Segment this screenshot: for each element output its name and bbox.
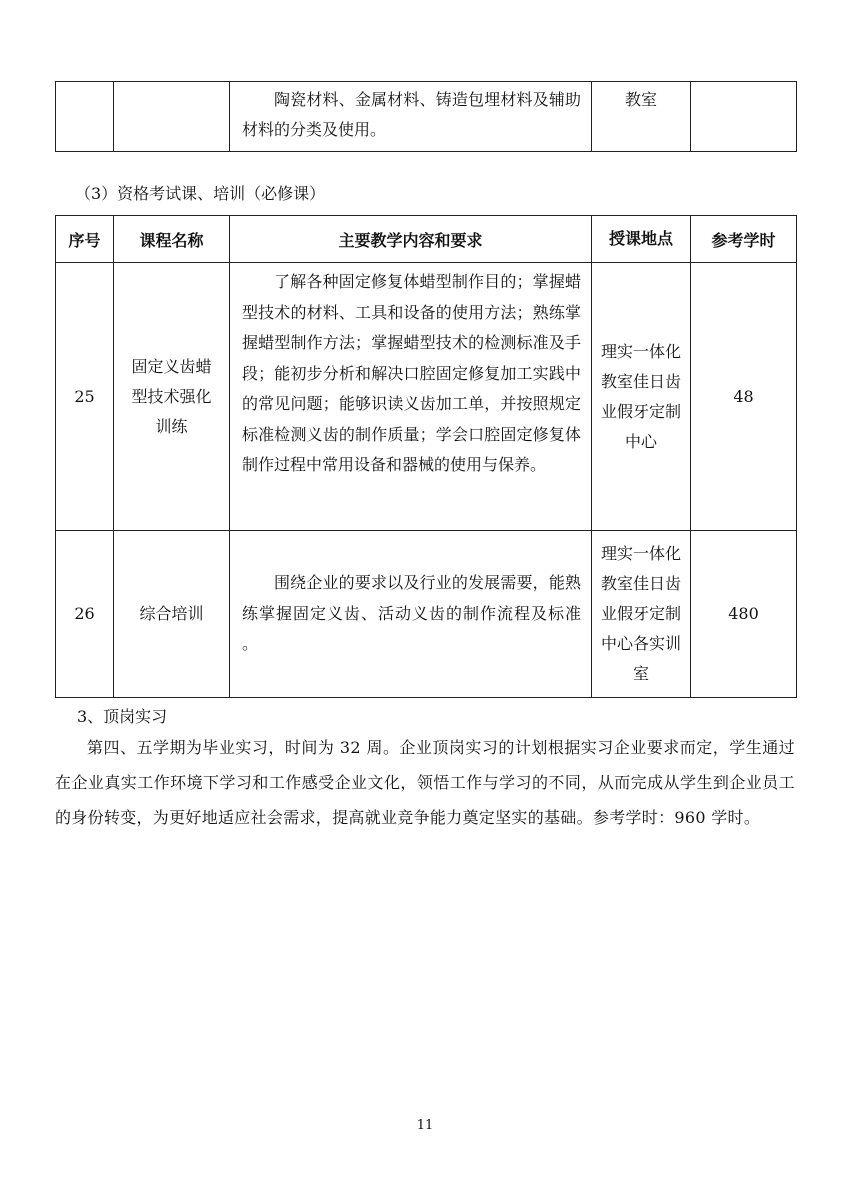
course-content-cell: 陶瓷材料、金属材料、铸造包埋材料及辅助材料的分类及使用。 — [230, 82, 592, 152]
internship-paragraph: 第四、五学期为毕业实习，时间为 32 周。企业顶岗实习的计划根据实习企业要求而定，学生通过在企业真实工作环境下学习和工作感受企业文化，领悟工作与学习的不同，从而完成从学生到企业员工的身份转变，为更好地适应社会需求，提高就业竞争能力奠定坚实的基础。参考学时：960 学时。 — [55, 738, 795, 827]
hours-cell: 48 — [691, 263, 797, 531]
internship-heading: 3、顶岗实习 — [77, 707, 168, 726]
table-row — [56, 82, 797, 152]
hours-cell — [691, 82, 797, 152]
row-number-cell — [56, 82, 114, 152]
course-content-cell: 了解各种固定修复体蜡型制作目的；掌握蜡型技术的材料、工具和设备的使用方法；熟练掌握蜡型制作方法；掌握蜡型技术的检测标准及手段；能初步分析和解决口腔固定修复加工实践中的常见问题；能够识读义齿加工单，并按照规定标准检测义齿的制作质量；学会口腔固定修复体制作过程中常用设备和器械的使用与保养。 — [230, 263, 592, 531]
page-number: 11 — [416, 1118, 434, 1133]
table-row — [56, 531, 797, 698]
table-header-row — [56, 216, 797, 263]
table-row — [56, 263, 797, 531]
course-content-cell: 围绕企业的要求以及行业的发展需要，能熟练掌握固定义齿、活动义齿的制作流程及标准 。 — [230, 531, 592, 698]
hours-cell: 480 — [691, 531, 797, 698]
course-name-cell: 固定义齿蜡型技术强化训练 — [114, 263, 230, 531]
section-heading: （3）资格考试课、培训（必修课） — [75, 184, 326, 203]
location-cell: 理实一体化教室佳日齿业假牙定制中心 — [592, 263, 691, 531]
location-cell: 教室 — [592, 82, 691, 152]
exam-course-table — [55, 215, 797, 698]
header-content: 主要教学内容和要求 — [230, 216, 592, 263]
row-number-cell: 26 — [56, 531, 114, 698]
location-cell: 理实一体化教室佳日齿业假牙定制中心各实训室 — [592, 531, 691, 698]
header-no: 序号 — [56, 216, 114, 263]
course-name-cell: 综合培训 — [114, 531, 230, 698]
continued-course-table — [55, 81, 797, 152]
header-hours: 参考学时 — [691, 216, 797, 263]
course-name-cell — [114, 82, 230, 152]
row-number-cell: 25 — [56, 263, 114, 531]
header-course-name: 课程名称 — [114, 216, 230, 263]
header-location: 授课地点 — [592, 216, 691, 263]
